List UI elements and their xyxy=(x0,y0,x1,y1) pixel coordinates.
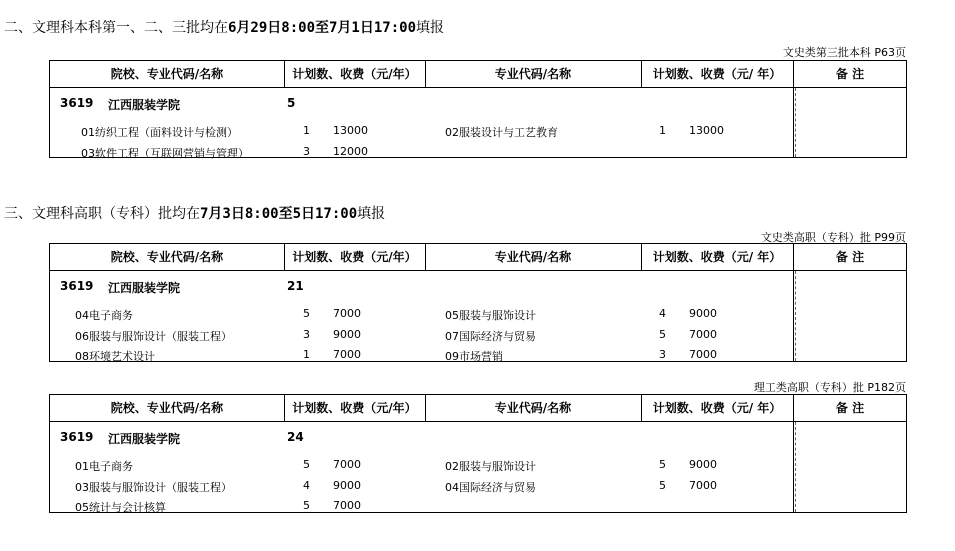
major-count: 1 xyxy=(303,348,310,361)
heading-suffix: 填报 xyxy=(416,20,445,36)
major-fee: 7000 xyxy=(333,458,361,471)
major-fee: 9000 xyxy=(689,307,717,320)
divider xyxy=(641,61,642,87)
major-fee: 7000 xyxy=(689,348,717,361)
divider xyxy=(425,244,426,270)
major-fee: 9000 xyxy=(333,479,361,492)
school-code: 3619 xyxy=(60,279,94,293)
header-remarks: 备 注 xyxy=(835,250,865,264)
section-2-heading xyxy=(4,203,385,223)
remarks-dashed-divider xyxy=(795,271,796,361)
divider xyxy=(793,61,794,157)
major-count: 5 xyxy=(659,458,666,471)
major-count: 1 xyxy=(659,124,666,137)
table-2 xyxy=(49,243,907,362)
header-plan-fee: 计划数、收费（元/年） xyxy=(292,401,417,415)
divider xyxy=(425,395,426,421)
school-total: 21 xyxy=(287,279,304,293)
major-count: 3 xyxy=(659,348,666,361)
section-3-subtitle: 理工类高职（专科）批 P182页 xyxy=(753,381,906,394)
major-name: 04电子商务 xyxy=(75,309,133,322)
major-count: 4 xyxy=(303,479,310,492)
heading-suffix: 填报 xyxy=(357,206,386,222)
header-school-major: 院校、专业代码/名称 xyxy=(110,250,224,264)
header-major: 专业代码/名称 xyxy=(494,401,572,415)
major-name: 01电子商务 xyxy=(75,460,133,473)
major-fee: 9000 xyxy=(689,458,717,471)
major-fee: 7000 xyxy=(689,328,717,341)
header-plan-fee-2: 计划数、收费（元/ 年） xyxy=(652,401,782,415)
school-name: 江西服装学院 xyxy=(108,432,181,446)
header-school-major: 院校、专业代码/名称 xyxy=(110,401,224,415)
major-name: 08环境艺术设计 xyxy=(75,350,155,363)
header-remarks: 备 注 xyxy=(835,67,865,81)
major-fee: 13000 xyxy=(333,124,368,137)
header-plan-fee-2: 计划数、收费（元/ 年） xyxy=(652,250,782,264)
major-count: 5 xyxy=(659,328,666,341)
header-school-major: 院校、专业代码/名称 xyxy=(110,67,224,81)
major-name: 01纺织工程（面料设计与检测） xyxy=(81,126,238,139)
heading-time: 7月3日8:00至5日17:00 xyxy=(200,206,358,222)
header-major: 专业代码/名称 xyxy=(494,250,572,264)
major-fee: 7000 xyxy=(333,307,361,320)
divider xyxy=(284,61,285,87)
major-name: 03软件工程（互联网营销与管理） xyxy=(81,147,249,160)
major-name: 09市场营销 xyxy=(445,350,503,363)
major-count: 5 xyxy=(303,307,310,320)
major-name: 06服装与服饰设计（服装工程） xyxy=(75,330,232,343)
major-count: 5 xyxy=(659,479,666,492)
major-count: 5 xyxy=(303,499,310,512)
header-remarks: 备 注 xyxy=(835,401,865,415)
major-name: 03服装与服饰设计（服装工程） xyxy=(75,481,232,494)
header-plan-fee: 计划数、收费（元/年） xyxy=(292,67,417,81)
divider xyxy=(284,244,285,270)
heading-prefix: 二、文理科本科第一、二、三批均在 xyxy=(4,20,228,36)
divider xyxy=(284,395,285,421)
section-1-heading xyxy=(4,17,444,37)
school-code: 3619 xyxy=(60,96,94,110)
school-code: 3619 xyxy=(60,430,94,444)
table-header xyxy=(50,395,906,422)
major-count: 3 xyxy=(303,145,310,158)
school-name: 江西服装学院 xyxy=(108,281,181,295)
remarks-dashed-divider xyxy=(795,88,796,157)
school-total: 5 xyxy=(287,96,296,110)
major-name: 02服装与服饰设计 xyxy=(445,460,536,473)
section-1-subtitle: 文史类第三批本科 P63页 xyxy=(782,46,906,59)
major-fee: 7000 xyxy=(689,479,717,492)
major-name: 05服装与服饰设计 xyxy=(445,309,536,322)
section-2-subtitle: 文史类高职（专科）批 P99页 xyxy=(760,231,906,244)
divider xyxy=(425,61,426,87)
divider xyxy=(641,244,642,270)
school-total: 24 xyxy=(287,430,304,444)
major-fee: 7000 xyxy=(333,348,361,361)
major-fee: 13000 xyxy=(689,124,724,137)
divider xyxy=(641,395,642,421)
header-plan-fee: 计划数、收费（元/年） xyxy=(292,250,417,264)
major-name: 04国际经济与贸易 xyxy=(445,481,536,494)
major-fee: 12000 xyxy=(333,145,368,158)
heading-prefix: 三、文理科高职（专科）批均在 xyxy=(4,206,200,222)
major-fee: 9000 xyxy=(333,328,361,341)
table-header xyxy=(50,61,906,88)
major-count: 3 xyxy=(303,328,310,341)
major-count: 4 xyxy=(659,307,666,320)
table-1 xyxy=(49,60,907,158)
header-major: 专业代码/名称 xyxy=(494,67,572,81)
major-name: 02服装设计与工艺教育 xyxy=(445,126,558,139)
major-fee: 7000 xyxy=(333,499,361,512)
school-name: 江西服装学院 xyxy=(108,98,181,112)
major-name: 07国际经济与贸易 xyxy=(445,330,536,343)
remarks-dashed-divider xyxy=(795,422,796,512)
table-3 xyxy=(49,394,907,513)
major-count: 5 xyxy=(303,458,310,471)
divider xyxy=(793,395,794,512)
major-name: 05统计与会计核算 xyxy=(75,501,166,514)
heading-time: 6月29日8:00至7月1日17:00 xyxy=(228,20,417,36)
header-plan-fee-2: 计划数、收费（元/ 年） xyxy=(652,67,782,81)
major-count: 1 xyxy=(303,124,310,137)
table-header xyxy=(50,244,906,271)
divider xyxy=(793,244,794,361)
